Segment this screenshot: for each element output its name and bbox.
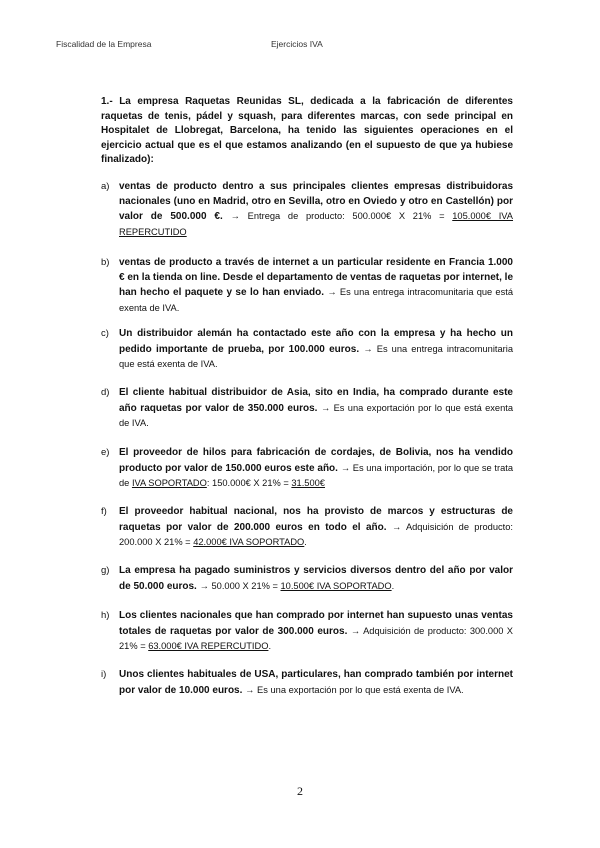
running-header-left: Fiscalidad de la Empresa: [56, 39, 152, 49]
list-item-h: [101, 609, 513, 655]
item-answer-highlight: IVA SOPORTADO: [131, 478, 207, 488]
item-question: Los clientes nacionales que han comprado por internet han supuesto unas ventas totales de raquetas por valor de 300.000 euros.: [119, 610, 513, 637]
item-label: h): [101, 610, 110, 621]
item-label: g): [101, 565, 110, 576]
item-answer: → Es una importación, por lo que se trata de: [119, 462, 513, 488]
item-label: a): [101, 181, 110, 192]
item-answer-continued: : 150.000€ X 21% =: [206, 478, 292, 488]
item-question: La empresa ha pagado suministros y servicios diversos dentro del año por valor de 50.000 euros.: [119, 565, 513, 592]
list-item-f: [101, 505, 513, 551]
item-question: ventas de producto dentro a sus principales clientes empresas distribuidoras nacionales (uno en Madrid, otro en Sevilla, otro en Oviedo y otro en Castellón) por valor de 500.000 €.: [119, 181, 513, 222]
list-item-e: [101, 446, 513, 492]
item-answer: → 50.000 X 21% =: [199, 580, 281, 591]
list-item-c: [101, 327, 513, 373]
item-label: d): [101, 387, 110, 398]
item-answer: → Entrega de producto: 500.000€ X 21% =: [230, 211, 453, 221]
item-answer-highlight: 10.500€ IVA SOPORTADO: [280, 580, 392, 591]
item-question: El proveedor de hilos para fabricación de cordajes, de Bolivia, nos ha vendido producto por valor de 150.000 euros este año.: [119, 447, 513, 474]
exercise-statement: 1.- La empresa Raquetas Reunidas SL, dedicada a la fabricación de diferentes raquetas de tenis, pádel y squash, para diferentes marcas, con sede principal en Hospitalet de Llobregat, Barcelona, ha tenido las siguientes operaciones en el ejercicio actual que es el que estamos analizando (en el supuesto de que ya hubiese finalizado):: [101, 96, 513, 165]
item-answer: → Adquisición de producto: 200.000 X 21% =: [119, 521, 513, 547]
item-answer: → Es una exportación por lo que está exenta de IVA.: [245, 684, 464, 695]
list-item-d: [101, 386, 513, 432]
list-item-b: [101, 256, 513, 316]
item-label: b): [101, 257, 110, 268]
running-header-center: Ejercicios IVA: [271, 39, 323, 49]
item-label: f): [101, 506, 107, 517]
item-question: El cliente habitual distribuidor de Asia, sito en India, ha comprado durante este año raquetas por valor de 350.000 euros.: [119, 387, 513, 414]
item-answer-end: .: [268, 641, 272, 651]
item-question: Un distribuidor alemán ha contactado este año con la empresa y ha hecho un pedido importante de prueba, por 100.000 euros.: [119, 328, 513, 355]
item-question: ventas de producto a través de internet a un particular residente en Francia 1.000 € en la tienda on line. Desde el departamento de ventas de raquetas por internet, le han hecho el paquete y se lo han enviado.: [119, 257, 513, 298]
item-answer-end: .: [304, 537, 307, 547]
item-answer: → Es una entrega intracomunitaria que está exenta de IVA.: [119, 287, 513, 313]
item-question: Unos clientes habituales de USA, particulares, han comprado también por internet por valor de 10.000 euros.: [119, 669, 513, 696]
item-label: c): [101, 328, 109, 339]
item-label: e): [101, 447, 110, 458]
item-label: i): [101, 669, 107, 680]
page-number: 2: [297, 784, 303, 798]
item-answer-result: 31.500€: [291, 478, 325, 488]
item-answer-end: .: [391, 580, 395, 591]
item-answer-highlight: 63.000€ IVA REPERCUTIDO: [148, 641, 269, 651]
list-item-g: [101, 564, 513, 594]
item-answer: → Adquisición de producto: 300.000 X 21% =: [119, 625, 513, 651]
item-question: El proveedor habitual nacional, nos ha provisto de marcos y estructuras de raquetas por valor de 200.000 euros en todo el año.: [119, 506, 513, 533]
list-item-i: [101, 668, 513, 698]
item-answer-highlight: 105.000€ IVA REPERCUTIDO: [119, 211, 514, 237]
item-answer: → Es una entrega intracomunitaria que está exenta de IVA.: [119, 343, 514, 369]
list-item-a: [101, 180, 513, 240]
item-answer-highlight: 42.000€ IVA SOPORTADO: [193, 537, 305, 547]
item-answer: → Es una exportación por lo que está exenta de IVA.: [119, 402, 513, 428]
